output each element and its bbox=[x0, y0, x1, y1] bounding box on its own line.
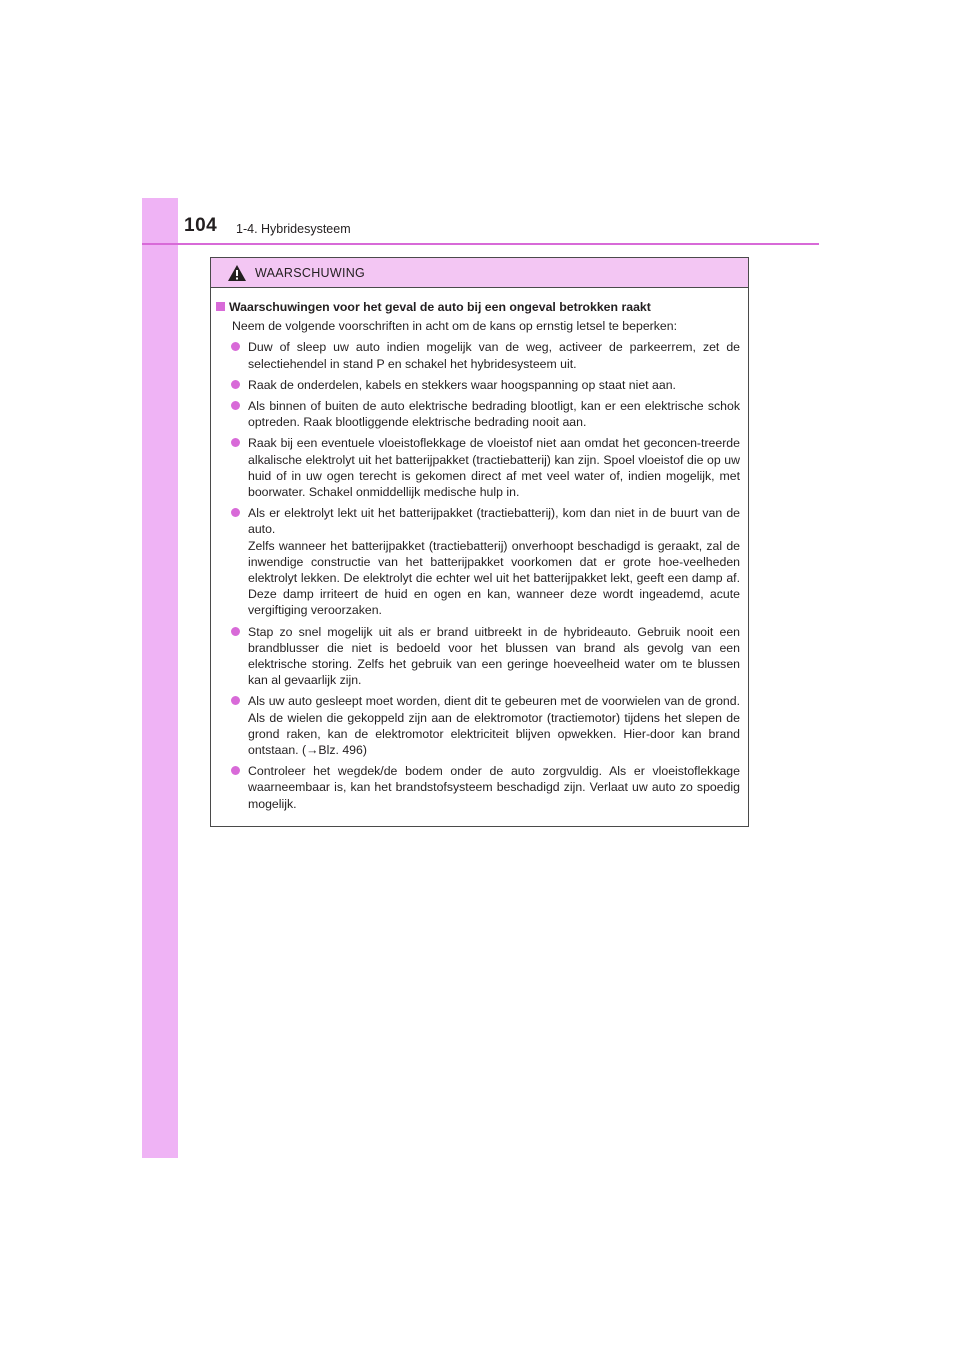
list-item-text: Als uw auto gesleept moet worden, dient dit te gebeuren met de voorwielen van de grond. Als de wielen die gekoppeld zijn aan de elektromotor (tractiemotor) tijdens het slepen de grond raken, kan de elektromotor elektriciteit blijven opwekken. Hier-door kan brand ontstaan. (→Blz. 496) bbox=[248, 694, 740, 758]
section-title: 1-4. Hybridesysteem bbox=[236, 222, 351, 236]
list-item bbox=[216, 435, 740, 500]
list-item bbox=[216, 624, 740, 689]
square-bullet-icon bbox=[216, 302, 225, 311]
warning-list bbox=[216, 339, 740, 811]
warning-label: WAARSCHUWING bbox=[255, 265, 366, 280]
list-item bbox=[216, 398, 740, 430]
round-bullet-icon bbox=[231, 342, 240, 351]
page-number: 104 bbox=[184, 215, 218, 236]
warning-header bbox=[211, 258, 748, 288]
header-divider bbox=[142, 243, 819, 245]
topic-title: Waarschuwingen voor het geval de auto bij een ongeval betrokken raakt bbox=[229, 300, 651, 314]
list-item-text: Als binnen of buiten de auto elektrische bedrading blootligt, kan er een elektrische schok optreden. Raak blootliggende elektrische bedrading nooit aan. bbox=[248, 399, 740, 430]
intro-text: Neem de volgende voorschriften in acht om de kans op ernstig letsel te beperken: bbox=[232, 319, 677, 334]
list-item bbox=[216, 505, 740, 618]
list-item-text: Duw of sleep uw auto indien mogelijk van de weg, activeer de parkeerrem, zet de selectiehendel in stand P en schakel het hybridesysteem uit. bbox=[248, 340, 740, 371]
warning-topic bbox=[216, 299, 740, 315]
round-bullet-icon bbox=[231, 508, 240, 517]
list-item-text: Raak bij een eventuele vloeistoflekkage de vloeistof niet aan omdat het geconcen-treerde alkalische elektrolyt uit het batterijpakket (tractiebatterij) kan zijn. Spoel vloeistof die op uw huid of in uw ogen terecht is gekomen direct af met veel water of, indien mogelijk, met boorwater. Schakel onmiddellijk medische hulp in. bbox=[248, 436, 740, 500]
warning-body bbox=[211, 288, 748, 812]
round-bullet-icon bbox=[231, 401, 240, 410]
list-item bbox=[216, 693, 740, 758]
round-bullet-icon bbox=[231, 696, 240, 705]
list-item-text: Controleer het wegdek/de bodem onder de auto zorgvuldig. Als er vloeistoflekkage waarneembaar is, kan het brandstofsysteem beschadigd zijn. Verlaat uw auto zo spoedig mogelijk. bbox=[248, 764, 740, 811]
list-item bbox=[216, 339, 740, 371]
warning-box bbox=[210, 257, 749, 827]
warning-triangle-icon bbox=[227, 264, 247, 282]
list-item bbox=[216, 763, 740, 812]
round-bullet-icon bbox=[231, 627, 240, 636]
list-item bbox=[216, 377, 740, 393]
round-bullet-icon bbox=[231, 438, 240, 447]
round-bullet-icon bbox=[231, 766, 240, 775]
side-color-strip bbox=[142, 198, 178, 1158]
list-item-text: Raak de onderdelen, kabels en stekkers waar hoogspanning op staat niet aan. bbox=[248, 377, 676, 392]
round-bullet-icon bbox=[231, 380, 240, 389]
list-item-text: Als er elektrolyt lekt uit het batterijpakket (tractiebatterij), kom dan niet in de buurt van de auto. Zelfs wanneer het batterijpakket (tractiebatterij) onverhoopt beschadigd is geraakt, zal de inwendige constructie van het batterijpakket voorkomen dat er grote hoe-veelheden elektrolyt lekken. De elektrolyt die echter wel uit het batterijpakket lekt, geeft een damp af. Deze damp irriteert de huid en ogen en kan, wanneer deze wordt ingeademd, acute vergiftiging veroorzaken. bbox=[248, 506, 740, 618]
list-item-text: Stap zo snel mogelijk uit als er brand uitbreekt in de hybrideauto. Gebruik nooit een brandblusser die niet is bedoeld voor het blussen van brand als gevolg van een elektrische storing. Zelfs het gebruik van een geringe hoeveelheid water om te blussen kan al gevaarlijk zijn. bbox=[248, 624, 740, 688]
